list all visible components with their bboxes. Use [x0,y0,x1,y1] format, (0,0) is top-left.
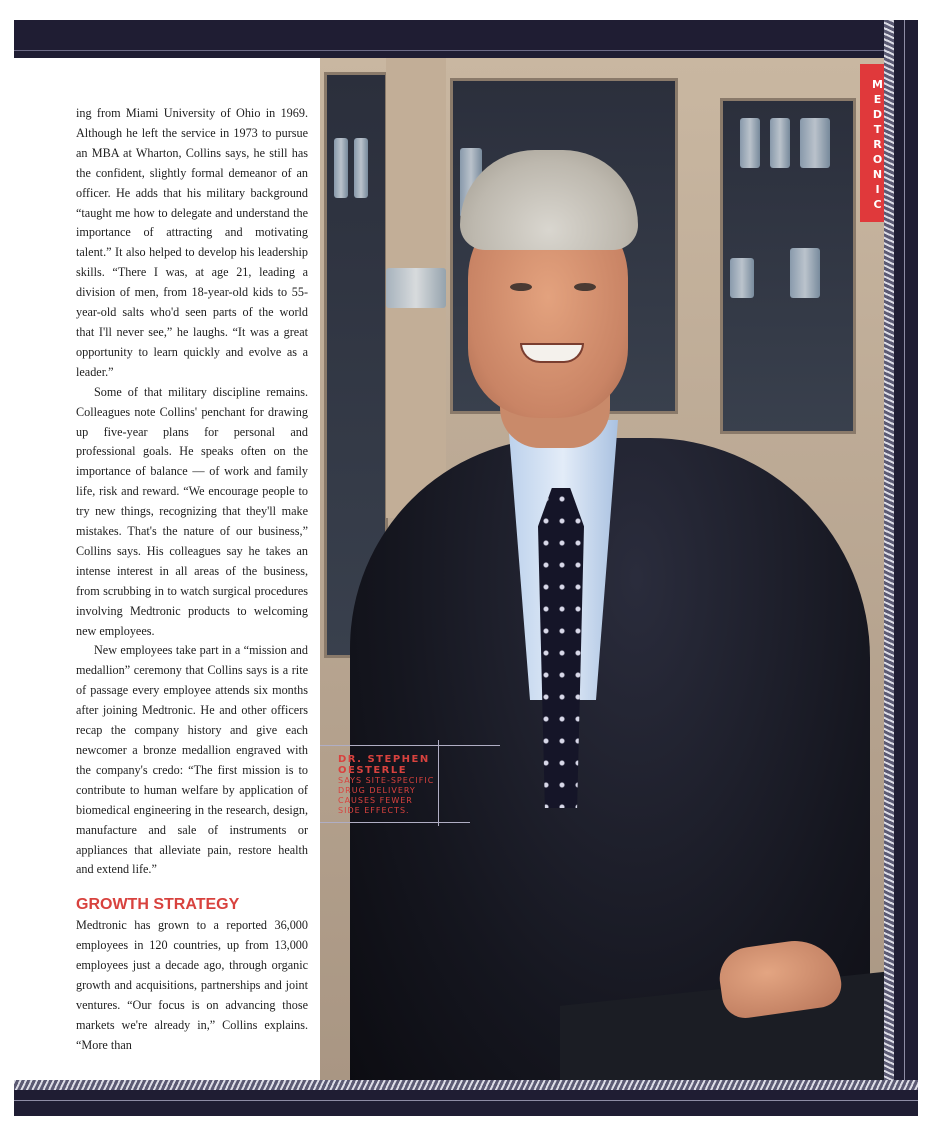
brand-tag [860,64,884,222]
article-paragraph-2: Some of that military discipline remains. Colleagues note Collins' penchant for drawing up five-year plans for personal and professional goals. He speaks often on the importance of balance — of work and family life, risk and reward. “We encourage people to try new things, recognizing that they'll make mistakes. That's the nature of our business,” Collins says. His colleagues say he takes an intense interest in all areas of the business, from scrubbing in to watch surgical procedures involving Medtronic products to welcoming new employees. [76,384,308,638]
bottom-hatch-border [14,1080,918,1090]
glassware [790,248,820,298]
right-frame-band [884,20,918,1116]
glassware [354,138,368,198]
article-paragraph-1: ing from Miami University of Ohio in 1969. Although he left the service in 1973 to pursue an MBA at Wharton, Collins says, he still has the confident, slightly formal demeanor of an officer. He adds that his military background “taught me how to delegate and understand the importance of attracting and motivating talent.” It also helped to develop his leadership skills. “There I was, at age 21, leading a division of men, from 18-year-old kids to 55-year-old salts who'd seen parts of the world that I'll never see,” he laughs. “It was a great opportunity to learn quickly and evolve as a leader.” [76,106,308,379]
article-column [76,104,308,1056]
caption-rule-bottom [320,822,470,823]
glassware [386,268,446,308]
polka-dot-tie [538,488,584,808]
left-eye [510,283,532,291]
section-paragraph: Medtronic has grown to a reported 36,000 employees in 120 countries, up from 13,000 employees just a decade ago, through organic growth and acquisitions, partnerships and joint ventures. “Our focus is on advancing those markets we're already in,” Collins explains. “More than [76,918,308,1052]
right-hatch-border [884,20,894,1116]
glassware [770,118,790,168]
article-paragraph-3: New employees take part in a “mission and medallion” ceremony that Collins says is a rite of passage every employee attends six months after joining Medtronic. He and other officers recap the company history and give each newcomer a bronze medallion engraved with the company's credo: “The first mission is to contribute to human welfare by application of biomedical engineering in the research, design, manufacture and sale of instruments or appliances that alleviate pain, restore health and extend life.” [76,643,308,877]
top-frame-band [14,20,918,58]
smile [520,343,584,363]
glassware [730,258,754,298]
glassware [740,118,760,168]
glassware [334,138,348,198]
caption-rule-vertical [438,740,439,826]
section-heading: GROWTH STRATEGY [76,896,240,914]
caption-name: DR. STEPHEN OESTERLE [338,754,430,776]
glassware [800,118,830,168]
brand-tag-text: MEDTRONIC [871,78,884,213]
caption-rule-top [320,745,500,746]
right-eye [574,283,596,291]
caption-text: SAYS SITE-SPECIFIC DRUG DELIVERY CAUSES FEWER SIDE EFFECTS. [338,776,435,815]
portrait-photo [320,58,884,1080]
bottom-frame-rule [14,1100,918,1101]
photo-caption [338,754,438,816]
right-frame-rule [904,20,905,1116]
bottom-frame-band [14,1080,918,1116]
